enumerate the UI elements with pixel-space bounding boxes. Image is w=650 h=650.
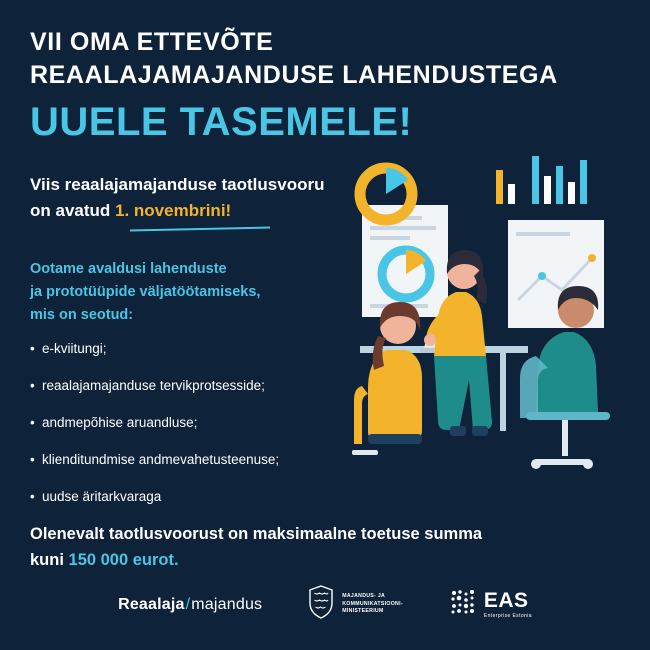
headline-line-1: VII OMA ETTEVÕTE (30, 28, 274, 56)
logo-bar (0, 585, 650, 624)
reaalaja-logo-thin: majandus (191, 595, 263, 613)
bullet-list (30, 340, 410, 524)
headline-line-3: UUELE TASEMELE! (30, 100, 413, 144)
eas-logo (449, 588, 532, 621)
estonia-coat-of-arms-icon (308, 585, 334, 624)
list-item: • e-kviitungi; (30, 340, 410, 359)
eas-name: EAS (483, 589, 529, 612)
list-item: • uudse äritarkvaraga (30, 488, 410, 507)
ministry-logo (308, 585, 403, 624)
amount-value: 150 000 eurot. (68, 550, 179, 569)
grant-amount-text (30, 522, 610, 573)
amount-line-1: Olenevalt taotlusvoorust on maksimaalne toetuse summa (30, 525, 483, 543)
intro-line-3: mis on seotud: (30, 306, 134, 323)
ministry-line-3: MINISTEERIUM (342, 608, 384, 615)
eas-dot-matrix-icon (449, 588, 477, 621)
intro-paragraph (30, 258, 390, 327)
amount-prefix: kuni (30, 550, 69, 569)
eas-tagline: Enterprise Estonia (483, 613, 532, 619)
subheadline-line-1: Viis reaalajamajanduse taotlusvooru (30, 175, 325, 194)
intro-line-2: ja prototüüpide väljatöötamiseks, (30, 283, 261, 300)
headline-line-2: REAALAJAMAJANDUSE LAHENDUSTEGA (30, 61, 558, 89)
ministry-line-2: KOMMUNIKATSIOONI- (342, 600, 403, 607)
eas-wordmark (484, 590, 532, 619)
logo-slash: / (185, 595, 191, 613)
deadline-text: 1. novembrini! (115, 200, 232, 220)
ministry-line-1: MAJANDUS- JA (342, 592, 386, 599)
list-item: • andmepõhise aruandluse; (30, 414, 410, 433)
list-item: • klienditundmise andmevahetusteenuse; (30, 451, 410, 470)
subheadline-line-2 (30, 198, 410, 224)
ministry-name (342, 593, 403, 616)
amount-line-2 (30, 548, 610, 574)
subheadline (30, 172, 410, 223)
reaalajamajandus-logo (118, 596, 262, 614)
headline (30, 26, 620, 147)
intro-line-1: Ootame avaldusi lahenduste (30, 261, 227, 277)
subheadline-prefix: on avatud (30, 200, 116, 220)
underline-stroke (130, 227, 270, 232)
list-item: • reaalajamajanduse tervikprotsesside; (30, 377, 410, 396)
reaalaja-logo-bold: Reaalaja (118, 595, 185, 613)
